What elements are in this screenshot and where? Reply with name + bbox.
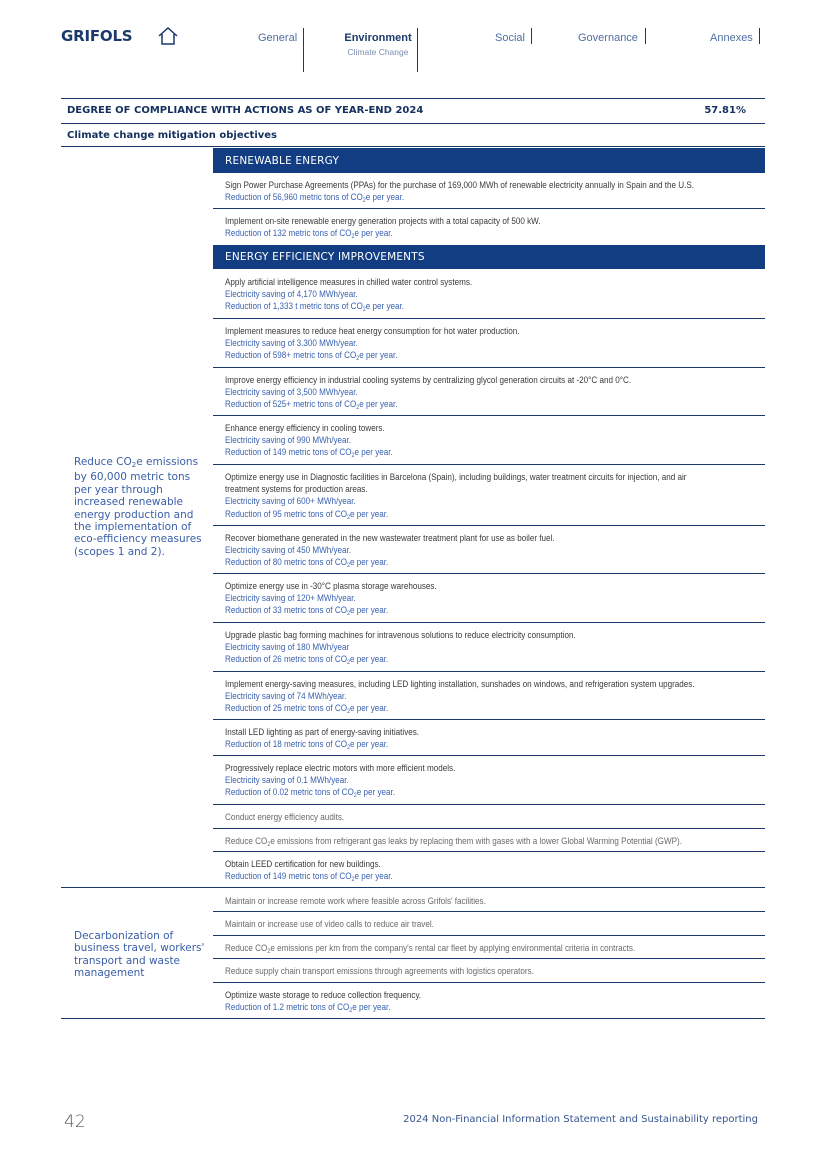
table-row: Enhance energy efficiency in cooling towers. Electricity saving of 990 MWh/year. Reduction of 149 metric tons of $CO_2e$ per year.: [225, 423, 393, 460]
table-row: Maintain or increase use of video calls to reduce air travel.: [225, 919, 434, 929]
table-title: DEGREE OF COMPLIANCE WITH ACTIONS AS OF YEAR-END 2024: [67, 105, 424, 116]
nav-environment-sub: Climate Change: [347, 47, 409, 57]
table-row: Conduct energy efficiency audits.: [225, 812, 345, 822]
nav-divider: [303, 28, 304, 72]
nav-environment[interactable]: Environment Climate Change: [340, 32, 416, 57]
table-row: Sign Power Purchase Agreements (PPAs) for the purchase of 169,000 MWh of renewable electricity annually in Spain and the U.S. Reduction of 56,960 metric tons of $CO_2e$ per year.: [225, 180, 695, 205]
grifols-logo[interactable]: GRIFOLS: [61, 27, 133, 45]
row-divider: [213, 622, 765, 623]
objective-2: Decarbonization of business travel, workers' transport and waste management: [74, 930, 205, 980]
nav-divider: [645, 28, 646, 44]
table-subheading: Climate change mitigation objectives: [67, 130, 278, 141]
nav-general[interactable]: General: [258, 32, 298, 44]
row-divider: [213, 318, 765, 319]
table-row: Optimize energy use in -30°C plasma storage warehouses. Electricity saving of 120+ MWh/year. Reduction of 33 metric tons of $CO_2e$ per year.: [225, 581, 437, 618]
compliance-value: 57.81%: [704, 105, 746, 116]
table-row: Recover biomethane generated in the new wastewater treatment plant for use as boiler fuel. Electricity saving of 450 MWh/year. Reduction of 80 metric tons of $CO_2e$ per year.: [225, 533, 555, 570]
row-divider: [213, 367, 765, 368]
table-row: Improve energy efficiency in industrial cooling systems by centralizing glycol generation circuits at -20°C and 0°C. Electricity saving of 3,500 MWh/year. Reduction of 525+ metric tons of $CO_2e$ per year.: [225, 375, 632, 412]
row-divider: [213, 935, 765, 936]
home-icon[interactable]: [157, 26, 179, 46]
table-row: Reduce $CO_2e$ emissions per km from the company's rental car fleet by applying environmental criteria in contracts.: [225, 943, 636, 955]
row-divider: [213, 958, 765, 959]
table-rule: [61, 146, 765, 147]
table-row: Install LED lighting as part of energy-saving initiatives. Reduction of 18 metric tons of $CO_2e$ per year.: [225, 727, 420, 752]
row-divider: [213, 573, 765, 574]
section-rule: [61, 887, 765, 888]
table-row: Upgrade plastic bag forming machines for intravenous solutions to reduce electricity consumption. Electricity saving of 180 MWh/year Reduction of 26 metric tons of $CO_2e$ per year.: [225, 630, 576, 667]
row-divider: [213, 804, 765, 805]
row-divider: [213, 415, 765, 416]
table-top-rule: [61, 98, 765, 99]
row-divider: [213, 671, 765, 672]
table-row: Apply artificial intelligence measures in chilled water control systems. Electricity saving of 4,170 MWh/year. Reduction of 1,333 t metric tons of $CO_2e$ per year.: [225, 277, 473, 314]
band-energy-efficiency: ENERGY EFFICIENCY IMPROVEMENTS: [213, 245, 765, 269]
page-number: 42: [64, 1112, 86, 1132]
table-bottom-rule: [61, 1018, 765, 1019]
row-divider: [213, 525, 765, 526]
table-row: Implement on-site renewable energy generation projects with a total capacity of 500 kW. Reduction of 132 metric tons of $CO_2e$ per year.: [225, 216, 541, 241]
nav-annexes[interactable]: Annexes: [710, 32, 753, 44]
row-divider: [213, 464, 765, 465]
table-row: Optimize waste storage to reduce collection frequency. Reduction of 1.2 metric tons of $CO_2e$ per year.: [225, 990, 422, 1015]
table-row: Optimize energy use in Diagnostic facilities in Barcelona (Spain), including buildings, water treatment circuits for injection, and air treatment systems for production areas. Electricity saving of 600+ MWh/year. Reduction of 95 metric tons of $CO_2e$ per year.: [225, 472, 687, 521]
row-divider: [213, 911, 765, 912]
nav-divider: [417, 28, 418, 72]
table-row: Maintain or increase remote work where feasible across Grifols' facilities.: [225, 896, 486, 906]
table-row: Obtain LEED certification for new buildings. Reduction of 149 metric tons of $CO_2e$ per year.: [225, 859, 393, 884]
table-row: Progressively replace electric motors with more efficient models. Electricity saving of 0.1 MWh/year. Reduction of 0.02 metric tons of $CO_2e$ per year.: [225, 763, 456, 800]
table-row: Implement measures to reduce heat energy consumption for hot water production. Electricity saving of 3.300 MWh/year. Reduction of 598+ metric tons of $CO_2e$ per year.: [225, 326, 520, 363]
band-renewable-energy: RENEWABLE ENERGY: [213, 148, 765, 173]
row-divider: [213, 828, 765, 829]
objective-1: Reduce $CO_2e$ emissions by 60,000 metric tons per year through increased renewable energy production and the implementation of eco-efficiency measures (scopes 1 and 2).: [74, 456, 202, 558]
table-row: Reduce supply chain transport emissions through agreements with logistics operators.: [225, 966, 534, 976]
row-divider: [213, 755, 765, 756]
nav-divider: [759, 28, 760, 44]
row-divider: [213, 851, 765, 852]
footer-title: 2024 Non-Financial Information Statement and Sustainability reporting: [403, 1114, 758, 1125]
table-row: Implement energy-saving measures, including LED lighting installation, sunshades on windows, and refrigeration system upgrades. Electricity saving of 74 MWh/year. Reduction of 25 metric tons of $CO_2e$ per year.: [225, 679, 695, 716]
nav-social[interactable]: Social: [495, 32, 525, 44]
row-divider: [213, 719, 765, 720]
table-rule: [61, 123, 765, 124]
row-divider: [213, 982, 765, 983]
nav-divider: [531, 28, 532, 44]
table-row: Reduce $CO_2e$ emissions from refrigerant gas leaks by replacing them with gases with a lower Global Warming Potential (GWP).: [225, 836, 682, 848]
row-divider: [213, 208, 765, 209]
nav-governance[interactable]: Governance: [578, 32, 638, 44]
